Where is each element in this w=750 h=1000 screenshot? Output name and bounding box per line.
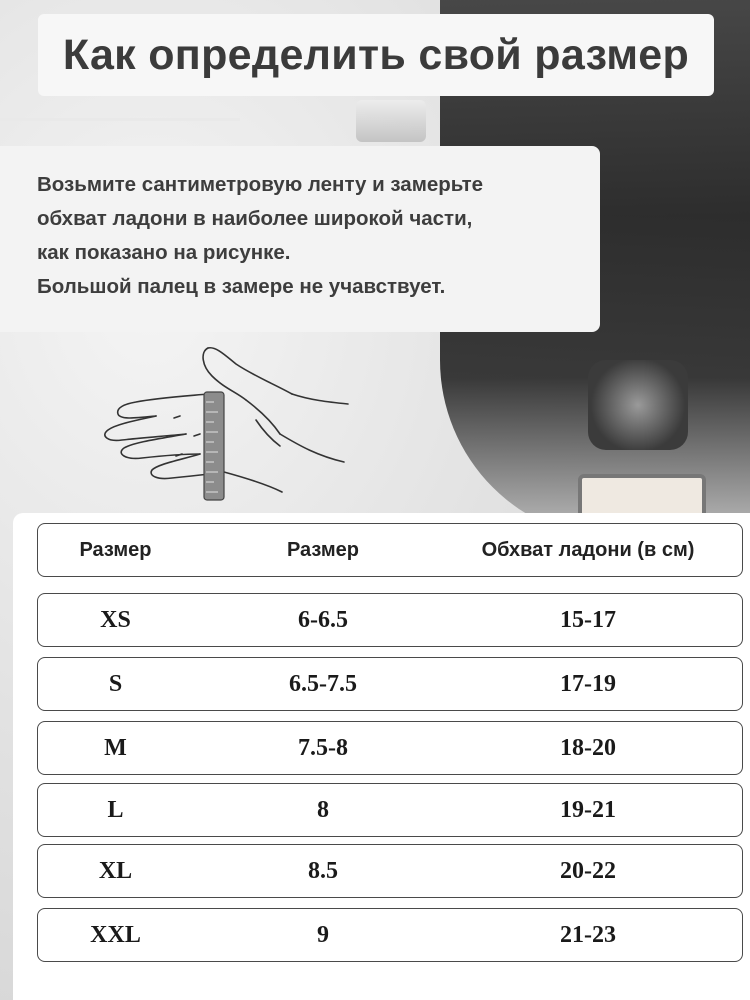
instructions-panel [0, 146, 600, 332]
size-cell: XS [100, 606, 131, 633]
size-cell: M [104, 734, 127, 761]
table-header-row [37, 523, 743, 577]
palm-girth-cell: 21-23 [560, 921, 616, 948]
instruction-line: как показано на рисунке. [37, 241, 291, 264]
size-number-cell: 6-6.5 [298, 606, 348, 633]
table-row [37, 783, 743, 837]
title-banner [38, 14, 714, 96]
table-row [37, 908, 743, 962]
palm-girth-cell: 15-17 [560, 606, 616, 633]
tail-light-decoration [588, 360, 688, 450]
instruction-line: Большой палец в замере не учавствует. [37, 275, 446, 298]
mirror-decoration [356, 100, 426, 142]
size-number-cell: 8.5 [308, 857, 338, 884]
size-number-cell: 7.5-8 [298, 734, 348, 761]
size-table [13, 513, 750, 1000]
size-cell: L [107, 796, 124, 823]
page-title: Как определить свой размер [62, 30, 690, 79]
column-header-palm-girth: Обхват ладони (в см) [481, 538, 695, 561]
size-number-cell: 8 [317, 796, 329, 823]
instruction-line: Возьмите сантиметровую ленту и замерьте [37, 173, 484, 196]
size-cell: XL [98, 857, 133, 884]
hand-measuring-tape-icon [96, 342, 356, 512]
instruction-line: обхват ладони в наиболее широкой части, [37, 207, 473, 230]
palm-girth-cell: 20-22 [560, 857, 616, 884]
divider [0, 118, 240, 121]
palm-girth-cell: 19-21 [560, 796, 616, 823]
palm-girth-cell: 18-20 [560, 734, 616, 761]
size-number-cell: 9 [317, 921, 329, 948]
size-cell: S [108, 670, 123, 697]
table-row [37, 593, 743, 647]
table-row [37, 721, 743, 775]
table-row [37, 844, 743, 898]
column-header-size-number: Размер [286, 538, 360, 561]
column-header-size: Размер [79, 538, 152, 561]
palm-girth-cell: 17-19 [560, 670, 616, 697]
table-row [37, 657, 743, 711]
size-number-cell: 6.5-7.5 [289, 670, 357, 697]
size-cell: XXL [90, 921, 141, 948]
